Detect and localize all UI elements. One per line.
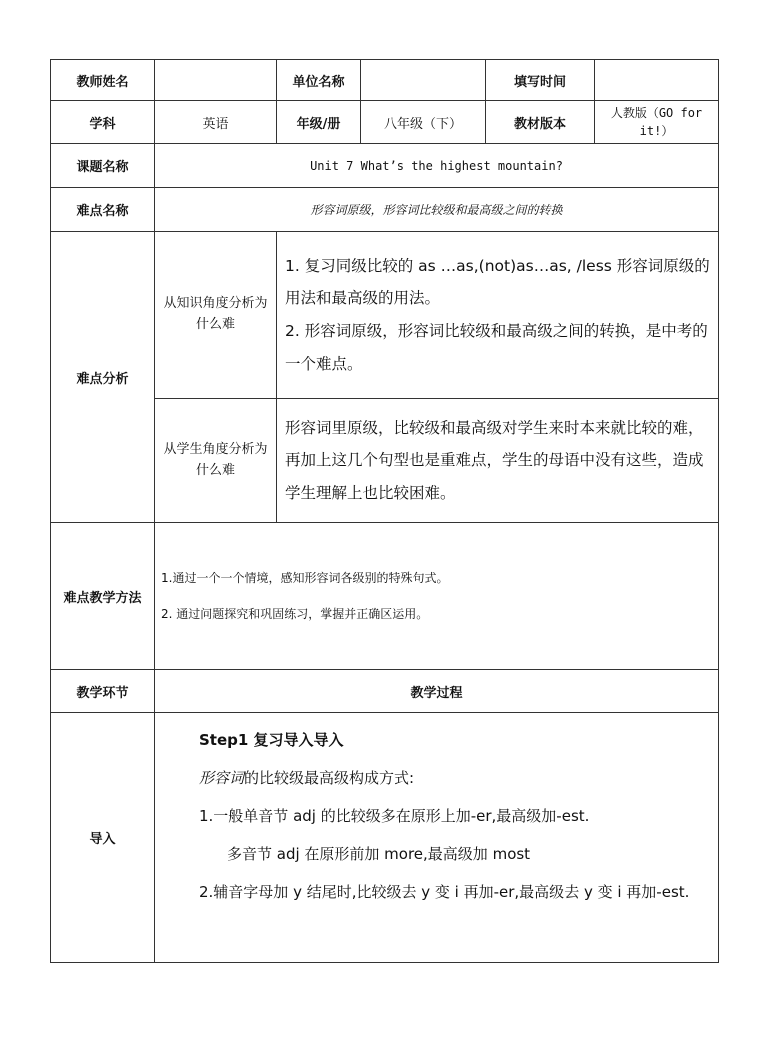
- grade-label: 年级/册: [277, 101, 361, 144]
- subject-label: 学科: [51, 101, 155, 144]
- analysis-row-knowledge: [51, 232, 719, 399]
- difficulty-row: [51, 188, 719, 232]
- rule-1: 1.一般单音节 adj 的比较级多在原形上加-er,最高级加-est.: [199, 807, 590, 825]
- knowledge-angle-text: [277, 232, 719, 399]
- topic-row: [51, 144, 719, 188]
- method-text: [155, 523, 719, 670]
- adjective-intro-rest: 的比较级最高级构成方式:: [244, 769, 415, 787]
- process-header-row: [51, 670, 719, 713]
- topic-label: 课题名称: [51, 144, 155, 188]
- analysis-label: 难点分析: [51, 232, 155, 523]
- teacher-name-field[interactable]: [155, 60, 277, 101]
- fill-date-label: 填写时间: [486, 60, 595, 101]
- header-row-2: [51, 101, 719, 144]
- lead-in-row: [51, 713, 719, 963]
- edition-label: 教材版本: [486, 101, 595, 144]
- edition-value: 人教版（GO for it!）: [595, 101, 719, 144]
- rule-2: 2.辅音字母加 y 结尾时,比较级去 y 变 i 再加-er,最高级去 y 变 i 再加-est.: [199, 883, 690, 901]
- knowledge-point-1: 1. 复习同级比较的 as …as,(not)as…as, /less 形容词原级的用法和最高级的用法。: [285, 256, 710, 308]
- lesson-plan-table: [50, 59, 719, 963]
- student-angle-text: 形容词里原级，比较级和最高级对学生来时本来就比较的难，再加上这几个句型也是重难点，学生的母语中没有这些，造成学生理解上也比较困难。: [277, 399, 719, 523]
- lead-in-content: [155, 713, 719, 963]
- unit-name-field[interactable]: [361, 60, 486, 101]
- method-line-2: 2. 通过问题探究和巩固练习，掌握并正确区运用。: [161, 607, 429, 621]
- grade-value: 八年级（下）: [361, 101, 486, 144]
- subject-value: 英语: [155, 101, 277, 144]
- difficulty-value: 形容词原级，形容词比较级和最高级之间的转换: [155, 188, 719, 232]
- lead-in-label: 导入: [51, 713, 155, 963]
- unit-name-label: 单位名称: [277, 60, 361, 101]
- rule-1-multisyllable: 多音节 adj 在原形前加 more,最高级加 most: [227, 845, 531, 863]
- method-line-1: 1.通过一个一个情境，感知形容词各级别的特殊句式。: [161, 571, 449, 585]
- fill-date-field[interactable]: [595, 60, 719, 101]
- method-row: [51, 523, 719, 670]
- adjective-intro-italic: 形容词: [199, 769, 245, 787]
- header-row-1: [51, 60, 719, 101]
- difficulty-label: 难点名称: [51, 188, 155, 232]
- topic-value: Unit 7 What’s the highest mountain?: [155, 144, 719, 188]
- process-header: 教学过程: [155, 670, 719, 713]
- method-label: 难点教学方法: [51, 523, 155, 670]
- stage-header: 教学环节: [51, 670, 155, 713]
- knowledge-point-2: 2. 形容词原级，形容词比较级和最高级之间的转换，是中考的一个难点。: [285, 322, 708, 373]
- teacher-name-label: 教师姓名: [51, 60, 155, 101]
- knowledge-angle-label: 从知识角度分析为什么难: [155, 232, 277, 399]
- student-angle-label: 从学生角度分析为什么难: [155, 399, 277, 523]
- step-1-title: Step1 复习导入导入: [199, 731, 344, 749]
- adjective-intro: [163, 759, 712, 797]
